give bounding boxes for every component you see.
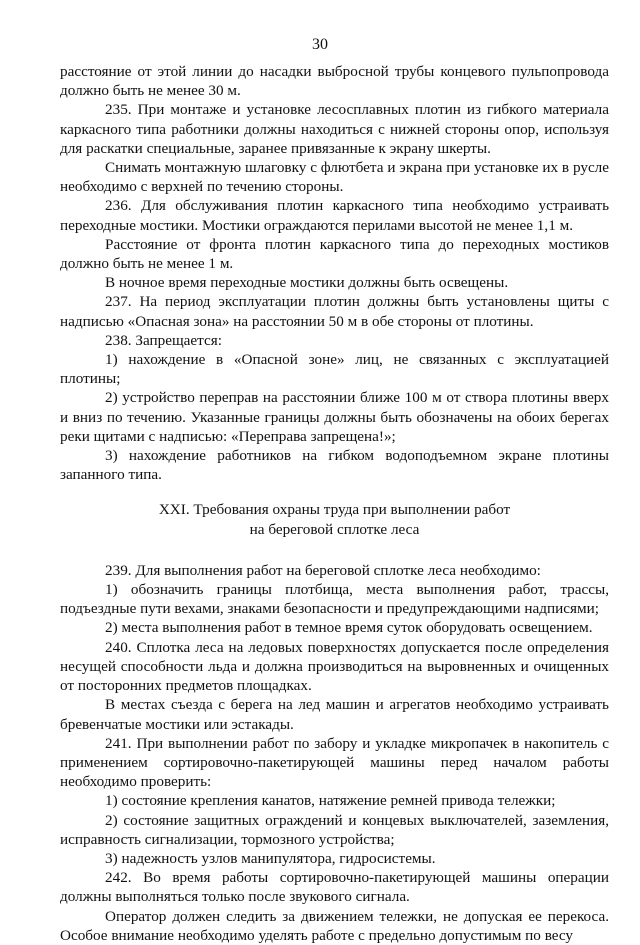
paragraph: 1) нахождение в «Опасной зоне» лиц, не связанных с эксплуатацией плотины; — [60, 351, 609, 388]
paragraph: 1) обозначить границы плотбища, места выполнения работ, трассы, подъездные пути вехами, знаками безопасности и предупреждающими надписями; — [60, 581, 609, 618]
paragraph: 236. Для обслуживания плотин каркасного типа необходимо устраивать переходные мостики. Мостики ограждаются перилами высотой не менее 1,1 м. — [60, 197, 609, 234]
paragraph: 237. На период эксплуатации плотин должны быть установлены щиты с надписью «Опасная зона» на расстоянии 50 м в обе стороны от плотины. — [60, 293, 609, 330]
section-heading-line: XXI. Требования охраны труда при выполнении работ — [158, 501, 511, 519]
paragraph: В местах съезда с берега на лед машин и агрегатов необходимо устраивать бревенчатые мостики или эстакады. — [60, 696, 609, 733]
paragraph: 2) устройство переправ на расстоянии ближе 100 м от створа плотины вверх и вниз по течению. Указанные границы должны быть обозначены на обоих берегах реки щитами с надписью: «Переправа запрещена!»; — [60, 389, 609, 445]
paragraph: 2) состояние защитных ограждений и концевых выключателей, заземления, исправность сигнализации, тормозного устройства; — [60, 811, 609, 848]
paragraph: 242. Во время работы сортировочно-пакетирующей машины операции должны выполняться только после звукового сигнала. — [60, 869, 609, 906]
paragraph: 238. Запрещается: — [105, 331, 222, 349]
section-heading-line: на береговой сплотке леса — [249, 520, 420, 538]
section-heading — [60, 500, 609, 538]
paragraph: 240. Сплотка леса на ледовых поверхностях допускается после определения несущей способности льда и должна производиться на выровненных и очищенных от посторонних предметов площадках. — [60, 638, 609, 695]
page-number: 30 — [312, 36, 328, 53]
paragraph: 235. При монтаже и установке лесосплавных плотин из гибкого материала каркасного типа работники должны находиться с нижней стороны опор, используя для раскатки специальные, заранее привязанные к экрану шкерты. — [60, 101, 609, 157]
paragraph: 239. Для выполнения работ на береговой сплотке леса необходимо: — [105, 561, 541, 579]
paragraph: 3) нахождение работников на гибком водоподъемном экране плотины запанного типа. — [60, 447, 609, 484]
document-body — [60, 62, 609, 945]
paragraph: 1) состояние крепления канатов, натяжение ремней привода тележки; — [105, 792, 556, 810]
paragraph: Оператор должен следить за движением тележки, не допуская ее перекоса. Особое внимание необходимо уделять работе с предельно допустимым по весу — [60, 907, 609, 944]
paragraph: 3) надежность узлов манипулятора, гидросистемы. — [105, 849, 436, 867]
paragraph: 2) места выполнения работ в темное время суток оборудовать освещением. — [105, 619, 593, 637]
paragraph: 241. При выполнении работ по забору и укладке микропачек в накопитель с применением сортировочно-пакетирующей машины перед началом работы необходимо проверить: — [60, 734, 609, 791]
paragraph: Расстояние от фронта плотин каркасного типа до переходных мостиков должно быть не менее 1 м. — [60, 235, 609, 273]
paragraph: расстояние от этой линии до насадки выбросной трубы концевого пульпопровода должно быть не менее 30 м. — [60, 63, 609, 100]
paragraph: Снимать монтажную шлаговку с флютбета и экрана при установке их в русле необходимо с верхней по течению стороны. — [60, 159, 609, 196]
paragraph: В ночное время переходные мостики должны быть освещены. — [105, 274, 509, 292]
